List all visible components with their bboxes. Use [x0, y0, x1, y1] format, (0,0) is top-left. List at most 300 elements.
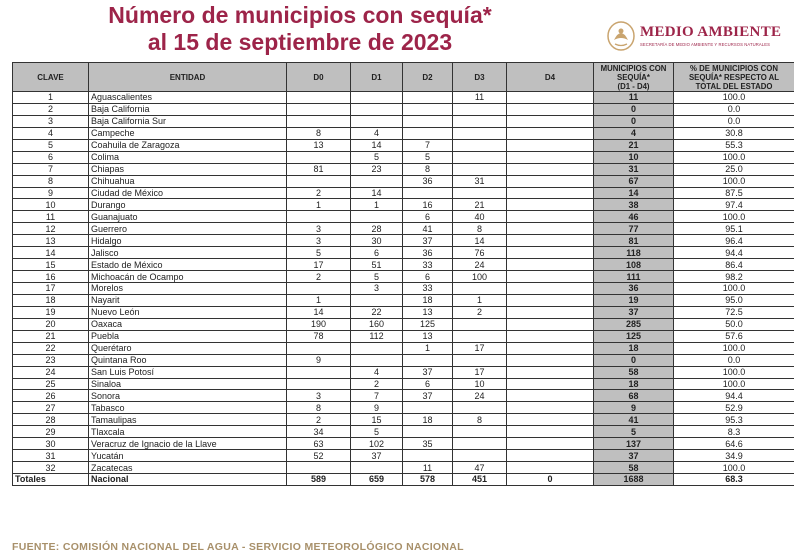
cell-total: 0 [594, 103, 674, 115]
cell-d3 [453, 187, 507, 199]
cell-clave: 17 [13, 283, 89, 295]
cell-d4 [507, 414, 594, 426]
total-cell-d2: 578 [403, 474, 453, 486]
cell-clave: 10 [13, 199, 89, 211]
cell-pct: 8.3 [674, 426, 794, 438]
table-row [13, 187, 794, 199]
cell-d3: 1 [453, 294, 507, 306]
cell-pct: 25.0 [674, 163, 794, 175]
header-total [594, 63, 674, 92]
cell-clave: 30 [13, 438, 89, 450]
cell-d1: 7 [351, 390, 403, 402]
table-row [13, 139, 794, 151]
cell-clave: 5 [13, 139, 89, 151]
cell-d3 [453, 163, 507, 175]
cell-d3: 2 [453, 306, 507, 318]
table-row [13, 92, 794, 104]
cell-entidad: Tamaulipas [89, 414, 287, 426]
cell-d4 [507, 139, 594, 151]
cell-d1 [351, 294, 403, 306]
cell-total: 68 [594, 390, 674, 402]
cell-d3 [453, 151, 507, 163]
cell-d4 [507, 271, 594, 283]
cell-d0: 2 [287, 414, 351, 426]
cell-d3: 76 [453, 247, 507, 259]
cell-d0: 3 [287, 235, 351, 247]
cell-d1: 2 [351, 378, 403, 390]
cell-d4 [507, 438, 594, 450]
medio-ambiente-logo [606, 20, 792, 54]
cell-d0 [287, 92, 351, 104]
cell-d2: 37 [403, 390, 453, 402]
cell-total: 5 [594, 426, 674, 438]
cell-entidad: Sonora [89, 390, 287, 402]
cell-clave: 19 [13, 306, 89, 318]
cell-d1 [351, 342, 403, 354]
cell-d0: 52 [287, 450, 351, 462]
cell-d2: 6 [403, 378, 453, 390]
cell-clave: 16 [13, 271, 89, 283]
cell-clave: 6 [13, 151, 89, 163]
cell-pct: 94.4 [674, 390, 794, 402]
cell-clave: 11 [13, 211, 89, 223]
total-cell-d4: 0 [507, 474, 594, 486]
cell-d1 [351, 354, 403, 366]
cell-pct: 55.3 [674, 139, 794, 151]
cell-d1 [351, 115, 403, 127]
cell-entidad: Baja California Sur [89, 115, 287, 127]
cell-entidad: Nayarit [89, 294, 287, 306]
cell-pct: 100.0 [674, 92, 794, 104]
cell-total: 38 [594, 199, 674, 211]
cell-total: 77 [594, 223, 674, 235]
table-row [13, 151, 794, 163]
table-row [13, 318, 794, 330]
eagle-seal-icon [606, 20, 636, 52]
cell-d3: 11 [453, 92, 507, 104]
cell-d3 [453, 426, 507, 438]
cell-total: 9 [594, 402, 674, 414]
cell-d0: 2 [287, 271, 351, 283]
cell-d3 [453, 318, 507, 330]
cell-entidad: Michoacán de Ocampo [89, 271, 287, 283]
cell-total: 18 [594, 342, 674, 354]
cell-total: 36 [594, 283, 674, 295]
cell-clave: 29 [13, 426, 89, 438]
cell-d4 [507, 390, 594, 402]
cell-entidad: Guanajuato [89, 211, 287, 223]
cell-total: 285 [594, 318, 674, 330]
cell-d3: 14 [453, 235, 507, 247]
cell-clave: 4 [13, 127, 89, 139]
cell-d0: 78 [287, 330, 351, 342]
cell-d3: 31 [453, 175, 507, 187]
cell-entidad: Nuevo León [89, 306, 287, 318]
cell-clave: 31 [13, 450, 89, 462]
cell-d1: 4 [351, 127, 403, 139]
cell-clave: 22 [13, 342, 89, 354]
table-row [13, 378, 794, 390]
cell-clave: 8 [13, 175, 89, 187]
table-row [13, 271, 794, 283]
cell-d2 [403, 426, 453, 438]
table-body [13, 92, 794, 486]
cell-d4 [507, 450, 594, 462]
cell-d0 [287, 151, 351, 163]
cell-d2: 6 [403, 271, 453, 283]
header-total-line1: MUNICIPIOS CON SEQUÍA* [600, 63, 667, 82]
cell-d2 [403, 127, 453, 139]
cell-d2: 41 [403, 223, 453, 235]
cell-d1 [351, 175, 403, 187]
cell-d0: 63 [287, 438, 351, 450]
cell-clave: 32 [13, 462, 89, 474]
cell-d3: 17 [453, 342, 507, 354]
cell-clave: 3 [13, 115, 89, 127]
cell-d3: 17 [453, 366, 507, 378]
table-row [13, 247, 794, 259]
cell-pct: 100.0 [674, 462, 794, 474]
cell-d0: 14 [287, 306, 351, 318]
cell-d3 [453, 283, 507, 295]
cell-d0 [287, 462, 351, 474]
cell-entidad: Jalisco [89, 247, 287, 259]
cell-pct: 72.5 [674, 306, 794, 318]
cell-d3 [453, 139, 507, 151]
cell-d0: 1 [287, 199, 351, 211]
cell-d2: 36 [403, 247, 453, 259]
cell-d2 [403, 115, 453, 127]
cell-d4 [507, 283, 594, 295]
cell-total: 10 [594, 151, 674, 163]
cell-d2: 11 [403, 462, 453, 474]
cell-d3: 8 [453, 223, 507, 235]
cell-d2: 5 [403, 151, 453, 163]
source-footer: FUENTE: COMISIÓN NACIONAL DEL AGUA - SERVICIO METEOROLÓGICO NACIONAL [12, 541, 464, 553]
cell-clave: 14 [13, 247, 89, 259]
cell-d4 [507, 259, 594, 271]
cell-d1: 23 [351, 163, 403, 175]
cell-d1: 30 [351, 235, 403, 247]
cell-d2: 1 [403, 342, 453, 354]
cell-d4 [507, 199, 594, 211]
cell-d3: 40 [453, 211, 507, 223]
cell-pct: 100.0 [674, 283, 794, 295]
cell-d2: 33 [403, 283, 453, 295]
table-row [13, 294, 794, 306]
total-cell-clave: Totales [13, 474, 89, 486]
cell-pct: 100.0 [674, 378, 794, 390]
cell-d1: 37 [351, 450, 403, 462]
cell-d1 [351, 92, 403, 104]
cell-total: 14 [594, 187, 674, 199]
cell-d0: 13 [287, 139, 351, 151]
cell-entidad: Tlaxcala [89, 426, 287, 438]
cell-d3: 47 [453, 462, 507, 474]
cell-d2: 18 [403, 414, 453, 426]
cell-d2: 6 [403, 211, 453, 223]
cell-entidad: Guerrero [89, 223, 287, 235]
cell-d0: 190 [287, 318, 351, 330]
cell-d0 [287, 283, 351, 295]
cell-d0: 3 [287, 223, 351, 235]
cell-d0 [287, 378, 351, 390]
cell-d2 [403, 402, 453, 414]
cell-d4 [507, 306, 594, 318]
cell-clave: 20 [13, 318, 89, 330]
cell-entidad: Durango [89, 199, 287, 211]
table-row [13, 199, 794, 211]
cell-entidad: Sinaloa [89, 378, 287, 390]
cell-entidad: Zacatecas [89, 462, 287, 474]
cell-d1: 5 [351, 151, 403, 163]
cell-total: 19 [594, 294, 674, 306]
cell-d4 [507, 115, 594, 127]
cell-d1: 22 [351, 306, 403, 318]
cell-d2: 37 [403, 235, 453, 247]
cell-entidad: Ciudad de México [89, 187, 287, 199]
cell-pct: 30.8 [674, 127, 794, 139]
cell-d1: 15 [351, 414, 403, 426]
cell-clave: 24 [13, 366, 89, 378]
table-row [13, 283, 794, 295]
title-line-1: Número de municipios con sequía* [108, 2, 492, 28]
cell-pct: 100.0 [674, 366, 794, 378]
total-cell-d3: 451 [453, 474, 507, 486]
cell-d0: 8 [287, 127, 351, 139]
cell-d0 [287, 342, 351, 354]
cell-d1: 3 [351, 283, 403, 295]
cell-d3: 10 [453, 378, 507, 390]
cell-d1: 5 [351, 271, 403, 283]
cell-clave: 2 [13, 103, 89, 115]
cell-entidad: Yucatán [89, 450, 287, 462]
cell-d2 [403, 187, 453, 199]
cell-entidad: Campeche [89, 127, 287, 139]
cell-d3: 24 [453, 259, 507, 271]
cell-d0: 81 [287, 163, 351, 175]
cell-d4 [507, 378, 594, 390]
cell-d4 [507, 294, 594, 306]
cell-pct: 100.0 [674, 342, 794, 354]
table-row [13, 103, 794, 115]
cell-pct: 57.6 [674, 330, 794, 342]
cell-total: 67 [594, 175, 674, 187]
cell-entidad: Veracruz de Ignacio de la Llave [89, 438, 287, 450]
cell-d3 [453, 354, 507, 366]
cell-total: 11 [594, 92, 674, 104]
cell-entidad: Tabasco [89, 402, 287, 414]
cell-entidad: Querétaro [89, 342, 287, 354]
cell-d2: 36 [403, 175, 453, 187]
cell-d4 [507, 103, 594, 115]
cell-d0: 17 [287, 259, 351, 271]
cell-entidad: San Luis Potosí [89, 366, 287, 378]
cell-d2: 7 [403, 139, 453, 151]
cell-total: 46 [594, 211, 674, 223]
cell-d2: 125 [403, 318, 453, 330]
cell-pct: 50.0 [674, 318, 794, 330]
cell-d0 [287, 211, 351, 223]
cell-d3 [453, 330, 507, 342]
cell-d0: 1 [287, 294, 351, 306]
cell-d1: 112 [351, 330, 403, 342]
cell-total: 118 [594, 247, 674, 259]
cell-d4 [507, 402, 594, 414]
cell-d2: 33 [403, 259, 453, 271]
cell-total: 0 [594, 354, 674, 366]
cell-clave: 21 [13, 330, 89, 342]
cell-d4 [507, 235, 594, 247]
cell-pct: 95.1 [674, 223, 794, 235]
header-d3: D3 [453, 63, 507, 92]
cell-pct: 64.6 [674, 438, 794, 450]
cell-total: 21 [594, 139, 674, 151]
cell-d0 [287, 175, 351, 187]
cell-d2 [403, 103, 453, 115]
cell-clave: 28 [13, 414, 89, 426]
cell-d1: 14 [351, 187, 403, 199]
cell-d1 [351, 462, 403, 474]
cell-d4 [507, 366, 594, 378]
cell-total: 111 [594, 271, 674, 283]
cell-pct: 0.0 [674, 115, 794, 127]
cell-entidad: Coahuila de Zaragoza [89, 139, 287, 151]
table-header-row [13, 63, 794, 92]
cell-clave: 9 [13, 187, 89, 199]
table-row [13, 462, 794, 474]
cell-d0: 34 [287, 426, 351, 438]
cell-entidad: Hidalgo [89, 235, 287, 247]
cell-pct: 97.4 [674, 199, 794, 211]
cell-clave: 23 [13, 354, 89, 366]
table-row [13, 211, 794, 223]
cell-clave: 18 [13, 294, 89, 306]
cell-total: 0 [594, 115, 674, 127]
cell-d1: 14 [351, 139, 403, 151]
logo-name: MEDIO AMBIENTE [640, 24, 782, 40]
cell-d3: 21 [453, 199, 507, 211]
cell-d4 [507, 163, 594, 175]
cell-d1: 6 [351, 247, 403, 259]
cell-pct: 0.0 [674, 103, 794, 115]
header-d0: D0 [287, 63, 351, 92]
header-entidad: ENTIDAD [89, 63, 287, 92]
cell-clave: 7 [13, 163, 89, 175]
table-row [13, 330, 794, 342]
table-row [13, 163, 794, 175]
cell-d1: 5 [351, 426, 403, 438]
cell-d1: 160 [351, 318, 403, 330]
total-cell-total: 1688 [594, 474, 674, 486]
cell-pct: 87.5 [674, 187, 794, 199]
table-row [13, 235, 794, 247]
cell-d3 [453, 115, 507, 127]
cell-d4 [507, 151, 594, 163]
cell-entidad: Morelos [89, 283, 287, 295]
cell-d2: 35 [403, 438, 453, 450]
cell-pct: 52.9 [674, 402, 794, 414]
page-title [60, 2, 540, 56]
totals-row [13, 474, 794, 486]
total-cell-entidad: Nacional [89, 474, 287, 486]
cell-d1: 28 [351, 223, 403, 235]
cell-d1: 102 [351, 438, 403, 450]
total-cell-d1: 659 [351, 474, 403, 486]
cell-d0: 8 [287, 402, 351, 414]
cell-d2 [403, 450, 453, 462]
cell-total: 31 [594, 163, 674, 175]
cell-pct: 100.0 [674, 175, 794, 187]
cell-total: 81 [594, 235, 674, 247]
cell-d2: 8 [403, 163, 453, 175]
cell-pct: 86.4 [674, 259, 794, 271]
cell-total: 137 [594, 438, 674, 450]
cell-d0: 5 [287, 247, 351, 259]
cell-entidad: Oaxaca [89, 318, 287, 330]
cell-d4 [507, 354, 594, 366]
cell-d4 [507, 330, 594, 342]
cell-d1: 51 [351, 259, 403, 271]
cell-total: 108 [594, 259, 674, 271]
cell-d3 [453, 450, 507, 462]
table-row [13, 438, 794, 450]
cell-d1: 9 [351, 402, 403, 414]
cell-d2 [403, 92, 453, 104]
table-row [13, 223, 794, 235]
total-cell-pct: 68.3 [674, 474, 794, 486]
table-row [13, 402, 794, 414]
cell-d1: 4 [351, 366, 403, 378]
cell-clave: 12 [13, 223, 89, 235]
table-row [13, 354, 794, 366]
cell-total: 41 [594, 414, 674, 426]
cell-d2 [403, 354, 453, 366]
cell-d3 [453, 402, 507, 414]
table-row [13, 175, 794, 187]
cell-d1 [351, 103, 403, 115]
cell-d1 [351, 211, 403, 223]
cell-d4 [507, 211, 594, 223]
cell-pct: 0.0 [674, 354, 794, 366]
header-d1: D1 [351, 63, 403, 92]
title-line-2: al 15 de septiembre de 2023 [147, 29, 453, 55]
table-row [13, 127, 794, 139]
cell-clave: 27 [13, 402, 89, 414]
cell-d2: 18 [403, 294, 453, 306]
cell-d4 [507, 127, 594, 139]
cell-total: 4 [594, 127, 674, 139]
cell-d0: 2 [287, 187, 351, 199]
cell-entidad: Aguascalientes [89, 92, 287, 104]
total-cell-d0: 589 [287, 474, 351, 486]
cell-d0 [287, 103, 351, 115]
table-row [13, 115, 794, 127]
cell-pct: 100.0 [674, 151, 794, 163]
cell-pct: 95.3 [674, 414, 794, 426]
cell-total: 58 [594, 462, 674, 474]
cell-clave: 25 [13, 378, 89, 390]
cell-d3 [453, 127, 507, 139]
cell-d0: 3 [287, 390, 351, 402]
cell-d4 [507, 92, 594, 104]
cell-d0 [287, 115, 351, 127]
cell-entidad: Chihuahua [89, 175, 287, 187]
cell-d4 [507, 175, 594, 187]
cell-d4 [507, 462, 594, 474]
cell-d2: 16 [403, 199, 453, 211]
header-total-line2: (D1 - D4) [617, 81, 650, 91]
